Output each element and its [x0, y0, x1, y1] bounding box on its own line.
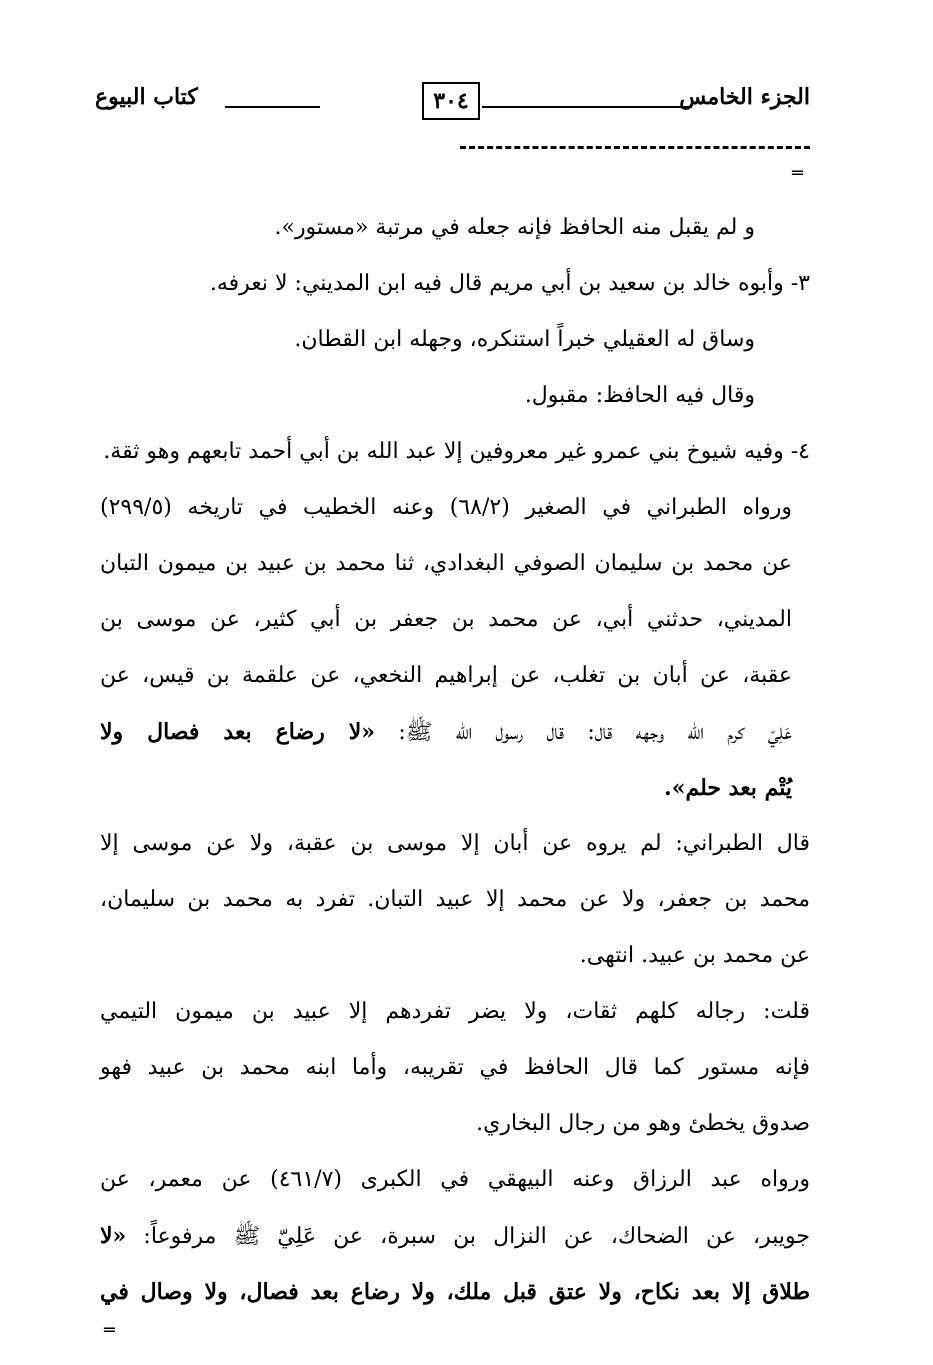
text-line: المديني، حدثني أبي، عن محمد بن جعفر بن أبي كثير، عن موسى بن: [100, 607, 792, 632]
book-title: كتاب البيوع: [95, 84, 198, 110]
header-rule: [482, 106, 692, 108]
volume-title: الجزء الخامس: [679, 84, 810, 110]
header-rule: [225, 106, 320, 108]
footnote-separator: [460, 146, 810, 149]
continuation-mark: ═: [104, 1320, 115, 1341]
text-line: ٤- وفيه شيوخ بني عمرو غير معروفين إلا عبد الله بن أبي أحمد تابعهم وهو ثقة.: [103, 439, 810, 464]
text-line: صدوق يخطئ وهو من رجال البخاري.: [476, 1111, 810, 1136]
text-line: عن محمد بن سليمان الصوفي البغدادي، ثنا محمد بن عبيد بن ميمون التبان: [100, 551, 792, 576]
continuation-mark: ═: [792, 163, 803, 184]
text-line: [100, 1208, 810, 1264]
text-line: [100, 704, 810, 760]
text-line: قال الطبراني: لم يروه عن أبان إلا موسى بن عقبة، ولا عن موسى إلا: [100, 831, 811, 856]
text-line: ٣- وأبوه خالد بن سعيد بن أبي مريم قال فيه ابن المديني: لا نعرفه.: [209, 271, 810, 296]
text-segment: جويبر، عن الضحاك، عن النزال بن سبرة، عن عَلِيّ ﷺ مرفوعاً:: [143, 1224, 810, 1249]
hadith-text: طلاق إلا بعد نكاح، ولا عتق قبل ملك، ولا رضاع بعد فصال، ولا وصال في: [100, 1279, 810, 1305]
text-line: عن محمد بن عبيد. انتهى.: [579, 943, 810, 968]
text-line: [100, 760, 810, 816]
text-line: ورواه عبد الرزاق وعنه البيهقي في الكبرى (٤٦١/٧) عن معمر، عن: [100, 1167, 810, 1192]
page-body: [100, 200, 810, 1320]
page-header: [95, 82, 810, 126]
text-line: محمد بن جعفر، ولا عن محمد إلا عبيد التبان. تفرد به محمد بن سليمان،: [100, 887, 810, 912]
text-line: فإنه مستور كما قال الحافظ في تقريبه، وأما ابنه محمد بن عبيد فهو: [100, 1055, 810, 1080]
page-number: ٣٠٤: [422, 82, 480, 120]
text-line: وقال فيه الحافظ: مقبول.: [524, 383, 755, 408]
hadith-text: «لا: [100, 1223, 127, 1249]
text-line: و لم يقبل منه الحافظ فإنه جعله في مرتبة «مستور».: [274, 215, 755, 240]
text-line: عقبة، عن أبان بن تغلب، عن إبراهيم النخعي، عن علقمة بن قيس، عن: [100, 663, 792, 688]
text-line: قلت: رجاله كلهم ثقات، ولا يضر تفردهم إلا عبيد بن ميمون التيمي: [100, 999, 810, 1024]
text-line: وساق له العقيلي خبراً استنكره، وجهله ابن القطان.: [294, 327, 755, 352]
text-line: ورواه الطبراني في الصغير (٦٨/٢) وعنه الخطيب في تاريخه (٢٩٩/٥): [100, 495, 792, 520]
text-line: [100, 1264, 810, 1320]
hadith-text: يُتْم بعد حلم».: [664, 775, 792, 801]
text-segment: عَلِيّ كرم الله وجهه قال: قال رسول الله ﷺ:: [398, 720, 792, 745]
hadith-text: «لا رضاع بعد فصال ولا: [100, 719, 376, 745]
